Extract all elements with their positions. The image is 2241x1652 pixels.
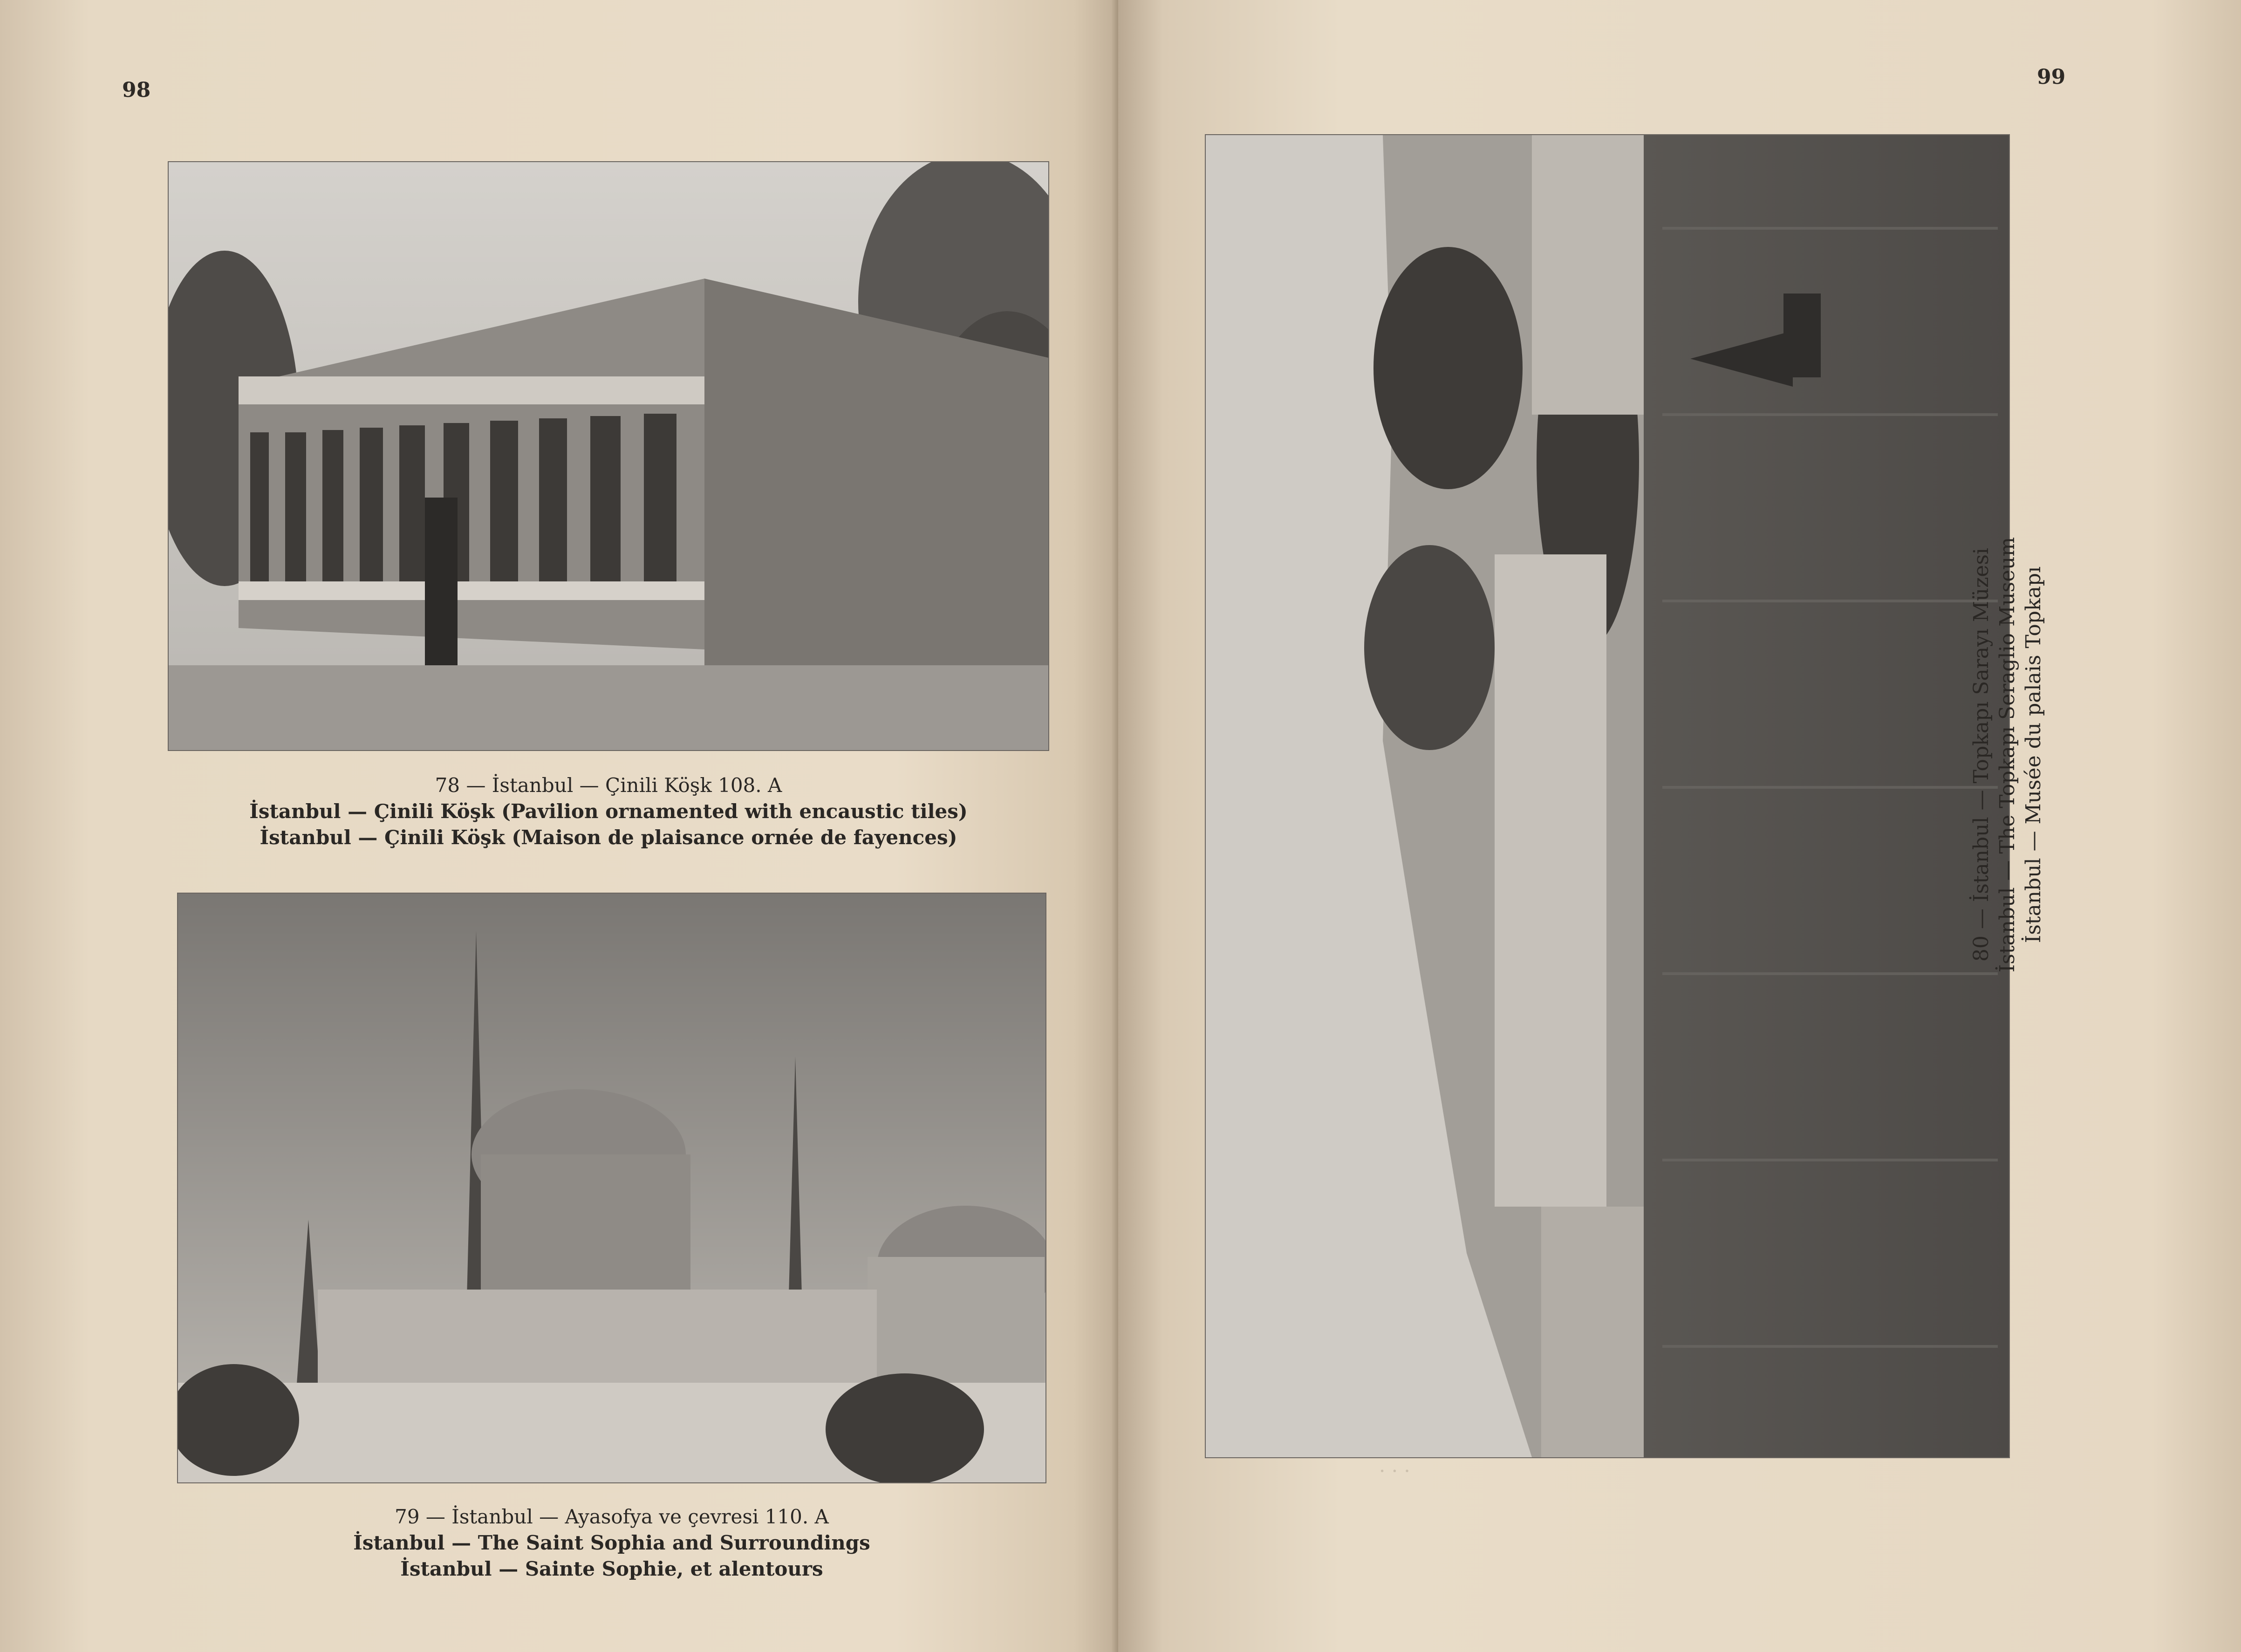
caption-79-line-1: 79 — İstanbul — Ayasofya ve çevresi 110. A: [395, 1505, 829, 1528]
right-page: [1118, 0, 2241, 1652]
caption-79-line-3: İstanbul — Sainte Sophie, et alentours: [400, 1557, 823, 1580]
photo-78-illustration: [169, 162, 1048, 750]
caption-79-line-2: İstanbul — The Saint Sophia and Surroundings: [353, 1531, 870, 1554]
caption-80-line-2: İstanbul — The Topkapı Seraglio Museum: [1995, 537, 2019, 973]
page-number-left: 98: [122, 78, 151, 102]
caption-80: [1968, 503, 2047, 1006]
photo-topkapi: [1206, 135, 2009, 1457]
photo-80-illustration: [1206, 135, 2009, 1457]
photo-cinili-kosk: [169, 162, 1048, 750]
photo-ayasofya: [178, 894, 1045, 1482]
page-number-right: 99: [2037, 65, 2066, 89]
ghost-text-bleedthrough: · · ·: [1379, 1460, 1410, 1482]
caption-78: [169, 772, 1048, 851]
left-page: [0, 0, 1118, 1652]
photo-79-illustration: [178, 894, 1045, 1482]
caption-79: [178, 1504, 1045, 1582]
caption-80-line-1: 80 — İstanbul — Topkapı Sarayı Müzesi: [1969, 547, 1993, 962]
caption-78-line-2: İstanbul — Çinili Köşk (Pavilion ornamented with encaustic tiles): [249, 800, 968, 823]
caption-80-line-3: İstanbul — Musée du palais Topkapı: [2022, 566, 2045, 943]
caption-78-line-1: 78 — İstanbul — Çinili Köşk 108. A: [435, 774, 782, 797]
caption-78-line-3: İstanbul — Çinili Köşk (Maison de plaisance ornée de fayences): [260, 826, 957, 849]
